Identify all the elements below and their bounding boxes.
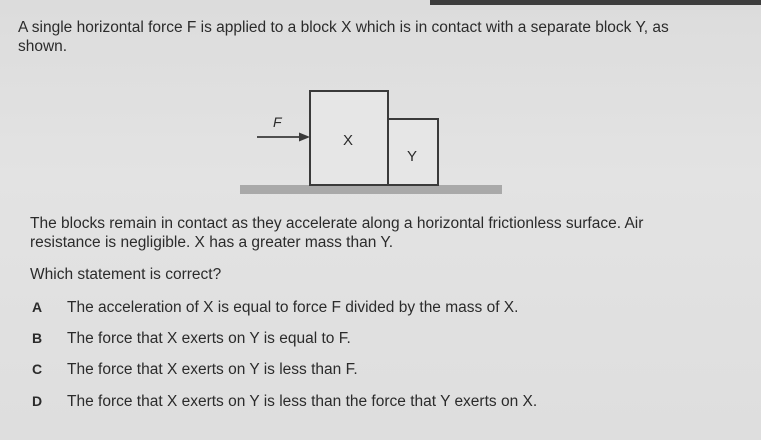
option-text: The force that X exerts on Y is less than the force that Y exerts on X. [67, 393, 538, 410]
blocks-diagram [235, 85, 505, 200]
block-y-label: Y [407, 148, 418, 165]
option-text: The force that X exerts on Y is less than F. [67, 361, 358, 378]
option-a[interactable] [32, 298, 518, 317]
option-letter: A [32, 299, 43, 315]
option-letter: C [32, 361, 43, 377]
ground-surface [240, 185, 502, 194]
top-edge-shadow [430, 0, 761, 5]
question-prompt: Which statement is correct? [30, 266, 222, 283]
option-letter: B [32, 330, 43, 346]
block-x-label: X [343, 132, 354, 149]
statement-text-line-2: resistance is negligible. X has a greater mass than Y. [30, 234, 394, 251]
option-d[interactable] [32, 392, 537, 411]
question-text-line-2: shown. [18, 38, 68, 55]
option-text: The acceleration of X is equal to force F divided by the mass of X. [67, 299, 519, 316]
option-b[interactable] [32, 329, 351, 348]
force-arrow-head [299, 133, 310, 142]
force-label: F [273, 114, 282, 130]
question-text-line-1: A single horizontal force F is applied to a block X which is in contact with a separate block Y, as [18, 19, 669, 36]
statement-text-line-1: The blocks remain in contact as they accelerate along a horizontal frictionless surface. Air [30, 215, 644, 232]
option-c[interactable] [32, 360, 358, 379]
option-letter: D [32, 393, 43, 409]
option-text: The force that X exerts on Y is equal to F. [67, 330, 351, 347]
